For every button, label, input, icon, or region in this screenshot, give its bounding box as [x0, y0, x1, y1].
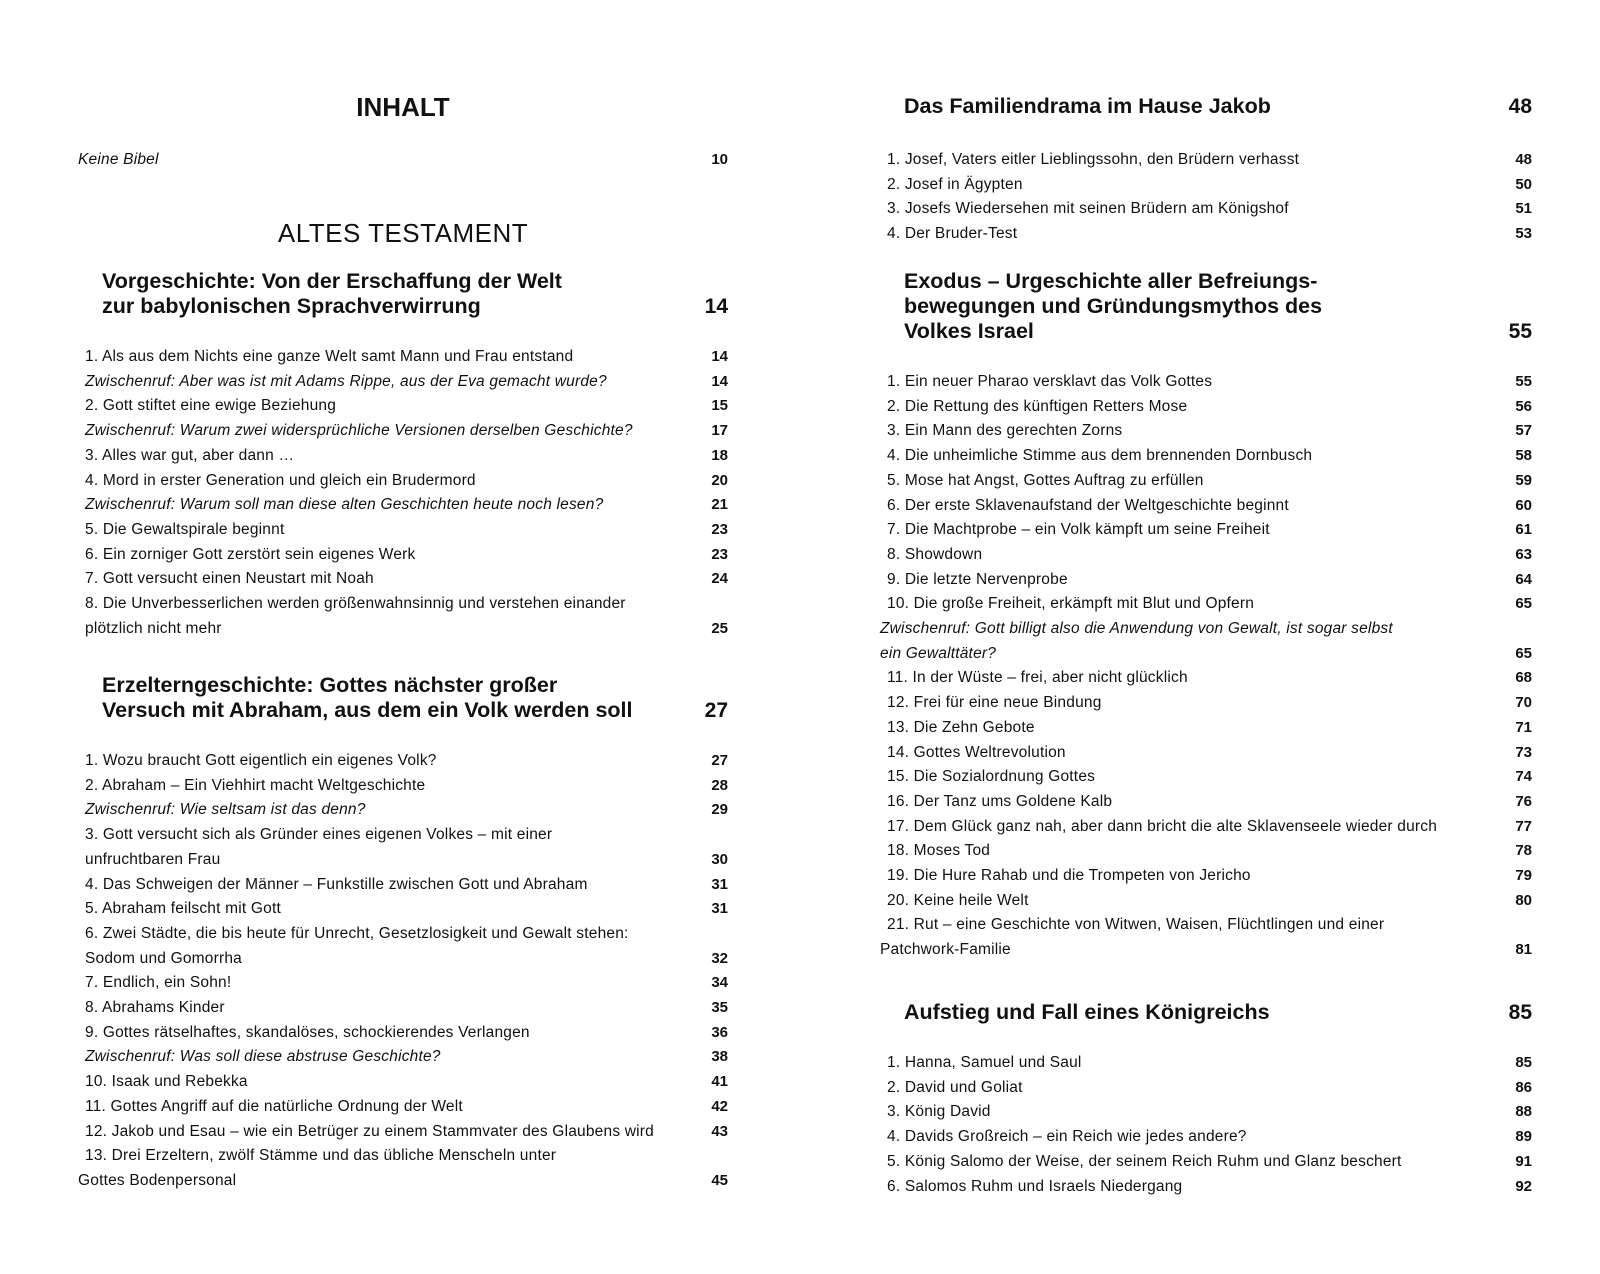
toc-entry[interactable] [880, 740, 1532, 765]
entry-page: 55 [1515, 373, 1532, 390]
toc-entry[interactable] [78, 970, 728, 995]
entry-text: 8. Showdown [887, 545, 983, 563]
toc-entry[interactable] [880, 690, 1532, 715]
entry-page: 89 [1515, 1128, 1532, 1146]
toc-entry[interactable] [880, 221, 1532, 246]
chapter-page: 55 [1508, 320, 1532, 343]
entry-text: plötzlich nicht mehr [85, 619, 222, 637]
toc-entry[interactable] [880, 418, 1532, 443]
entry-page: 74 [1515, 768, 1532, 786]
entry-text: Zwischenruf: Was soll diese abstruse Geschichte? [85, 1048, 441, 1066]
entry-text: 12. Frei für eine neue Bindung [887, 694, 1102, 712]
toc-entry[interactable] [78, 1094, 728, 1119]
entry-text: unfruchtbaren Frau [85, 850, 221, 868]
entry-page: 43 [711, 1122, 728, 1140]
entry-text: Zwischenruf: Wie seltsam ist das denn? [85, 801, 366, 819]
entry-text: 5. König Salomo der Weise, der seinem Reich Ruhm und Glanz beschert [887, 1152, 1402, 1170]
entry-page: 14 [711, 372, 728, 390]
toc-entry[interactable] [78, 797, 728, 822]
toc-entry[interactable] [78, 1020, 728, 1045]
entry-text: 3. Gott versucht sich als Gründer eines eigenen Volkes – mit einer [85, 826, 553, 844]
entry-text: 6. Zwei Städte, die bis heute für Unrecht, Gesetzlosigkeit und Gewalt stehen: [85, 924, 629, 942]
entry-text: 11. Gottes Angriff auf die natürliche Ordnung der Welt [85, 1097, 463, 1115]
entry-text: Sodom und Gomorrha [85, 949, 242, 967]
entry-text: 8. Abrahams Kinder [85, 999, 225, 1016]
entry-text: 1. Als aus dem Nichts eine ganze Welt samt Mann und Frau entstand [85, 348, 574, 365]
toc-entry[interactable] [880, 468, 1532, 493]
entry-text: 16. Der Tanz ums Goldene Kalb [887, 792, 1113, 810]
entry-page: 53 [1515, 225, 1532, 243]
entry-page: 15 [711, 397, 728, 415]
entry-text: 5. Die Gewaltspirale beginnt [85, 520, 285, 538]
entry-page: 58 [1515, 447, 1532, 465]
toc-entry[interactable] [880, 1149, 1532, 1174]
toc-entry[interactable] [78, 847, 728, 872]
entry-page: 88 [1515, 1103, 1532, 1121]
entry-text: Zwischenruf: Gott billigt also die Anwendung von Gewalt, ist sogar selbst [880, 620, 1393, 637]
toc-entry[interactable] [880, 147, 1532, 172]
entry-page: 31 [711, 900, 728, 918]
entry-page: 91 [1515, 1152, 1532, 1170]
entry-page: 34 [711, 974, 728, 992]
entry-text: 2. Abraham – Ein Viehhirt macht Weltgeschichte [85, 776, 426, 794]
toc-entry[interactable] [78, 1119, 728, 1144]
toc-entry[interactable] [78, 542, 728, 567]
entry-page: 45 [711, 1171, 728, 1189]
section-heading: ALTES TESTAMENT [277, 218, 529, 248]
toc-entry[interactable] [880, 517, 1532, 542]
chapter-title-line: Versuch mit Abraham, aus dem ein Volk werden soll [102, 698, 633, 722]
entry-text: 10. Isaak und Rebekka [85, 1073, 248, 1091]
entry-page: 42 [711, 1097, 728, 1115]
entry-page: 48 [1515, 151, 1532, 168]
toc-entry[interactable] [880, 542, 1532, 567]
toc-entry[interactable] [880, 1124, 1532, 1149]
toc-entry[interactable] [78, 995, 728, 1020]
toc-entry[interactable] [880, 1099, 1532, 1124]
entry-page: 77 [1515, 817, 1532, 835]
entry-text: 2. Die Rettung des künftigen Retters Mose [887, 397, 1188, 415]
toc-entry[interactable] [78, 369, 728, 394]
entry-page: 78 [1515, 842, 1532, 860]
entry-text: 18. Moses Tod [887, 842, 991, 860]
entry-text: 9. Gottes rätselhaftes, skandalöses, schockierendes Verlangen [85, 1023, 530, 1041]
toc-entry[interactable] [880, 172, 1532, 197]
entry-page: 60 [1515, 496, 1532, 514]
entry-text: 1. Wozu braucht Gott eigentlich ein eigenes Volk? [85, 752, 437, 769]
chapter-page: 14 [704, 295, 728, 318]
toc-entry[interactable] [880, 665, 1532, 690]
entry-page: 25 [711, 619, 728, 637]
entry-text: 3. König David [887, 1103, 991, 1121]
entry-text: 6. Salomos Ruhm und Israels Niedergang [887, 1177, 1183, 1195]
toc-entry[interactable] [78, 517, 728, 542]
toc-entry[interactable] [78, 896, 728, 921]
entry-text: Keine Bibel [78, 151, 159, 168]
entry-text: 7. Endlich, ein Sohn! [85, 974, 232, 992]
toc-entry[interactable] [78, 1143, 728, 1168]
entry-text: ein Gewalttäter? [880, 644, 997, 662]
entry-page: 79 [1515, 867, 1532, 884]
entry-text: 19. Die Hure Rahab und die Trompeten von Jericho [887, 867, 1251, 884]
toc-entry[interactable] [880, 838, 1532, 863]
entry-page: 20 [711, 471, 728, 489]
toc-entry[interactable] [78, 773, 728, 798]
entry-page: 50 [1515, 175, 1532, 193]
entry-text: 10. Die große Freiheit, erkämpft mit Blut und Opfern [887, 595, 1255, 613]
entry-page: 31 [711, 875, 728, 893]
chapter-title-line: Das Familiendrama im Hause Jakob [904, 94, 1271, 118]
entry-page: 35 [711, 999, 728, 1016]
entry-page: 30 [711, 850, 728, 868]
entry-text: 12. Jakob und Esau – wie ein Betrüger zu einem Stammvater des Glaubens wird [85, 1122, 654, 1140]
entry-text: 17. Dem Glück ganz nah, aber dann bricht die alte Sklavenseele wieder durch [887, 817, 1438, 835]
chapter-page: 48 [1508, 95, 1532, 118]
entry-page: 81 [1515, 941, 1532, 959]
entry-text: 6. Ein zorniger Gott zerstört sein eigenes Werk [85, 545, 416, 563]
chapter-title-line: zur babylonischen Sprachverwirrung [102, 294, 481, 318]
entry-text: 4. Davids Großreich – ein Reich wie jedes andere? [887, 1128, 1247, 1146]
toc-entry[interactable] [880, 641, 1532, 666]
entry-text: 2. David und Goliat [887, 1078, 1023, 1096]
chapter-title-line: Erzelterngeschichte: Gottes nächster großer [102, 673, 558, 697]
toc-entry[interactable] [880, 1174, 1532, 1199]
entry-page: 86 [1515, 1078, 1532, 1096]
toc-entry[interactable] [78, 492, 728, 517]
entry-text: 11. In der Wüste – frei, aber nicht glücklich [887, 669, 1188, 687]
entry-text: Gottes Bodenpersonal [78, 1171, 237, 1189]
entry-text: 14. Gottes Weltrevolution [887, 743, 1066, 761]
toc-entry[interactable] [880, 591, 1532, 616]
chapter-title-line: bewegungen und Gründungsmythos des [904, 294, 1323, 318]
entry-text: 2. Josef in Ägypten [887, 175, 1023, 193]
entry-text: 6. Der erste Sklavenaufstand der Weltgeschichte beginnt [887, 496, 1289, 514]
entry-text: 5. Mose hat Angst, Gottes Auftrag zu erfüllen [887, 471, 1204, 489]
toc-entry[interactable] [880, 912, 1532, 937]
entry-page: 23 [711, 520, 728, 538]
entry-text: 1. Josef, Vaters eitler Lieblingssohn, den Brüdern verhasst [887, 151, 1300, 168]
entry-page: 28 [711, 776, 728, 794]
toc-entry[interactable] [78, 393, 728, 418]
toc-entry[interactable] [880, 196, 1532, 221]
entry-page: 59 [1515, 471, 1532, 489]
entry-text: 4. Mord in erster Generation und gleich ein Brudermord [85, 471, 476, 489]
toc-entry[interactable] [78, 566, 728, 591]
entry-page: 24 [711, 570, 728, 588]
toc-entry[interactable] [78, 1044, 728, 1069]
toc-title: INHALT [356, 92, 450, 122]
entry-text: Patchwork-Familie [880, 941, 1011, 959]
chapter-heading-koenigreich[interactable] [880, 1000, 1532, 1025]
toc-intro-entry[interactable] [78, 147, 728, 172]
entry-text: 9. Die letzte Nervenprobe [887, 570, 1068, 588]
entry-text: 1. Ein neuer Pharao versklavt das Volk Gottes [887, 373, 1213, 390]
toc-entry[interactable] [78, 822, 728, 847]
chapter-heading-exodus[interactable] [880, 269, 1532, 344]
entry-page: 32 [711, 949, 728, 967]
entry-text: 7. Die Machtprobe – ein Volk kämpft um seine Freiheit [887, 521, 1270, 539]
entry-text: 3. Alles war gut, aber dann … [85, 446, 295, 464]
entry-page: 38 [711, 1048, 728, 1066]
entry-page: 92 [1515, 1177, 1532, 1195]
entry-page: 57 [1515, 422, 1532, 440]
entry-text: 1. Hanna, Samuel und Saul [887, 1054, 1082, 1071]
entry-page: 73 [1515, 743, 1532, 761]
chapter-title-line: Volkes Israel [904, 319, 1034, 343]
toc-entry[interactable] [880, 394, 1532, 419]
toc-entry[interactable] [78, 591, 728, 616]
entry-text: 2. Gott stiftet eine ewige Beziehung [85, 397, 337, 415]
entry-page: 27 [711, 752, 728, 769]
toc-entry[interactable] [78, 443, 728, 468]
toc-entry[interactable] [78, 418, 728, 443]
entry-page: 41 [711, 1073, 728, 1091]
chapter-page: 27 [704, 699, 728, 722]
entry-text: 3. Josefs Wiedersehen mit seinen Brüdern am Königshof [887, 200, 1289, 218]
toc-entry[interactable] [78, 872, 728, 897]
chapter-title-line: Vorgeschichte: Von der Erschaffung der Welt [102, 269, 562, 293]
entry-text: 13. Drei Erzeltern, zwölf Stämme und das übliche Menscheln unter [85, 1147, 557, 1165]
entry-page: 76 [1515, 792, 1532, 810]
entry-page: 68 [1515, 669, 1532, 687]
chapter-heading-familiendrama[interactable] [880, 94, 1532, 119]
chapter-title-line: Exodus – Urgeschichte aller Befreiungs- [904, 269, 1318, 293]
entry-page: 64 [1515, 570, 1532, 588]
toc-entry[interactable] [78, 1069, 728, 1094]
entry-text: 4. Die unheimliche Stimme aus dem brennenden Dornbusch [887, 447, 1313, 465]
toc-entry[interactable] [880, 814, 1532, 839]
entry-page: 56 [1515, 397, 1532, 415]
entry-page: 29 [711, 801, 728, 819]
entry-page: 14 [711, 348, 728, 365]
entry-page: 17 [711, 422, 728, 440]
toc-entry[interactable] [880, 493, 1532, 518]
entry-text: 20. Keine heile Welt [887, 891, 1029, 909]
entry-text: 5. Abraham feilscht mit Gott [85, 900, 281, 918]
toc-entry[interactable] [78, 616, 728, 641]
entry-text: 8. Die Unverbesserlichen werden größenwahnsinnig und verstehen einander [85, 595, 626, 612]
entry-text: 3. Ein Mann des gerechten Zorns [887, 422, 1123, 440]
entry-page: 85 [1515, 1054, 1532, 1071]
toc-entry[interactable] [880, 789, 1532, 814]
toc-entry[interactable] [78, 921, 728, 946]
entry-text: Zwischenruf: Warum zwei widersprüchliche Versionen derselben Geschichte? [85, 422, 633, 440]
entry-page: 70 [1515, 694, 1532, 712]
toc-entry[interactable] [880, 369, 1532, 394]
toc-entry[interactable] [880, 616, 1532, 641]
toc-entry[interactable] [880, 1075, 1532, 1100]
toc-entry[interactable] [880, 567, 1532, 592]
entry-text: Zwischenruf: Aber was ist mit Adams Rippe, aus der Eva gemacht wurde? [85, 372, 607, 390]
entry-text: 15. Die Sozialordnung Gottes [887, 768, 1096, 786]
entry-page: 21 [711, 496, 728, 514]
toc-entry[interactable] [78, 748, 728, 773]
chapter-title-line: Aufstieg und Fall eines Königreichs [904, 1000, 1270, 1024]
entry-page: 65 [1515, 644, 1532, 662]
toc-entry[interactable] [78, 1168, 728, 1193]
entry-page: 18 [711, 446, 728, 464]
entry-page: 10 [711, 151, 728, 168]
entry-page: 65 [1515, 595, 1532, 613]
entry-page: 63 [1515, 545, 1532, 563]
chapter-heading-vorgeschichte[interactable] [78, 269, 728, 319]
entry-page: 51 [1515, 200, 1532, 218]
entry-text: Zwischenruf: Warum soll man diese alten Geschichten heute noch lesen? [85, 496, 604, 514]
entry-text: 4. Das Schweigen der Männer – Funkstille zwischen Gott und Abraham [85, 875, 588, 893]
entry-page: 36 [711, 1023, 728, 1041]
toc-entry[interactable] [78, 344, 728, 369]
toc-entry[interactable] [880, 715, 1532, 740]
entry-text: 21. Rut – eine Geschichte von Witwen, Waisen, Flüchtlingen und einer [887, 916, 1385, 934]
entry-page: 23 [711, 545, 728, 563]
chapter-heading-erzeltern[interactable] [78, 673, 728, 723]
toc-entry[interactable] [78, 468, 728, 493]
toc-entry[interactable] [880, 937, 1532, 962]
chapter-page: 85 [1508, 1001, 1532, 1024]
toc-entry[interactable] [880, 443, 1532, 468]
toc-entry[interactable] [880, 764, 1532, 789]
entry-page: 61 [1515, 521, 1532, 539]
toc-entry[interactable] [78, 946, 728, 971]
toc-entry[interactable] [880, 863, 1532, 888]
entry-page: 71 [1515, 718, 1532, 736]
toc-entry[interactable] [880, 1050, 1532, 1075]
entry-text: 4. Der Bruder-Test [887, 225, 1018, 243]
entry-text: 7. Gott versucht einen Neustart mit Noah [85, 570, 374, 588]
entry-page: 80 [1515, 891, 1532, 909]
entry-text: 13. Die Zehn Gebote [887, 718, 1035, 736]
toc-entry[interactable] [880, 888, 1532, 913]
